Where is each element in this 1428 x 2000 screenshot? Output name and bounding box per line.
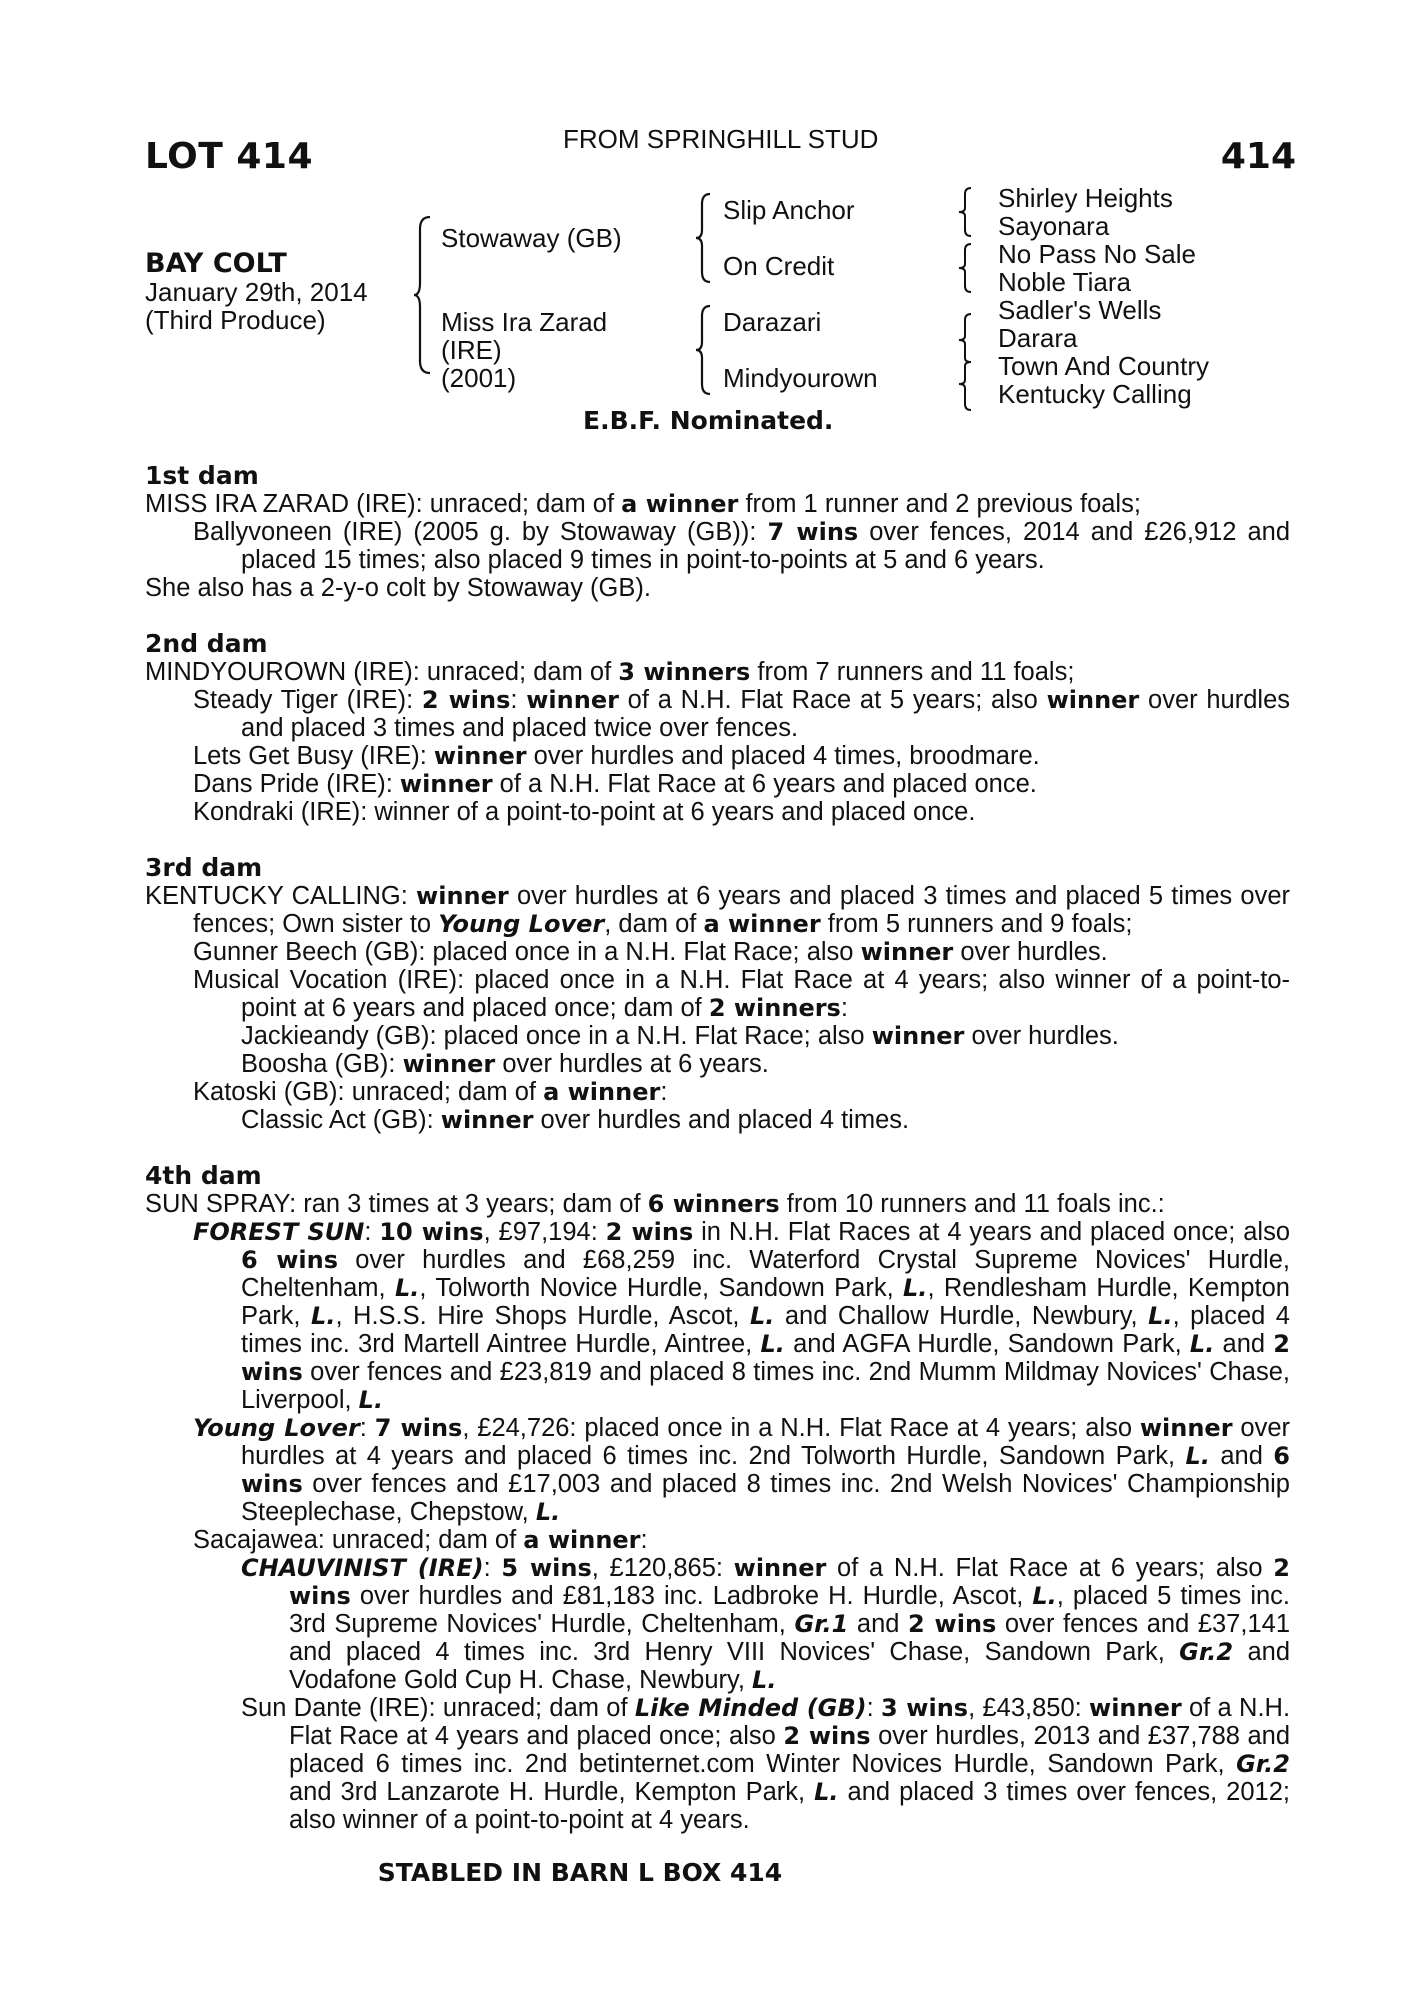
pedigree-g3-7: Town And Country xyxy=(998,351,1210,381)
brace-icon xyxy=(694,192,714,284)
bold-italic-run: L. xyxy=(535,1498,561,1526)
pedigree-g3-3: No Pass No Sale xyxy=(998,239,1196,269)
pedigree-g3-1: Shirley Heights xyxy=(998,183,1173,213)
dam-section xyxy=(145,462,1290,602)
horse-type: BAY COLT xyxy=(145,248,287,279)
text-run: MISS IRA ZARAD (IRE): unraced; dam of xyxy=(145,490,622,518)
pedigree-g3-2: Sayonara xyxy=(998,211,1110,241)
text-run: over fences and £23,819 and placed 8 times inc. 2nd Mumm Mildmay Novices' Chase, Liverpool, xyxy=(241,1358,1290,1414)
bold-italic-run: L. xyxy=(752,1666,777,1694)
pedigree-dam-sire: Darazari xyxy=(723,307,822,337)
bold-italic-run: CHAUVINIST (IRE) xyxy=(241,1554,484,1582)
record-entry xyxy=(145,1414,1290,1526)
pedigree-dam-country: (IRE) xyxy=(441,335,502,365)
text-run: over hurdles at 4 years and placed 6 times inc. 2nd Tolworth Hurdle, Sandown Park, xyxy=(241,1414,1290,1470)
lot-label: LOT 414 xyxy=(145,136,313,177)
text-run: Musical Vocation (IRE): placed once in a N.H. Flat Race at 4 years; also winner of a point-to-point at 6 years and placed once; dam of xyxy=(193,966,1290,1022)
bold-run: 2 wins xyxy=(605,1218,694,1246)
text-run: Jackieandy (GB): placed once in a N.H. Flat Race; also xyxy=(241,1022,872,1050)
pedigree-dam xyxy=(441,308,607,392)
bold-run: a winner xyxy=(523,1526,641,1554)
text-run: from 1 runner and 2 previous foals; xyxy=(738,490,1141,518)
record-entry xyxy=(145,770,1290,798)
pedigree-g3-8: Kentucky Calling xyxy=(998,379,1192,409)
consignor: FROM SPRINGHILL STUD xyxy=(563,124,879,154)
produce-note: (Third Produce) xyxy=(145,305,326,335)
bold-run: 5 wins xyxy=(501,1554,592,1582)
bold-italic-run: L. xyxy=(814,1778,839,1806)
stabling-info: STABLED IN BARN L BOX 414 xyxy=(377,1858,783,1887)
text-run: , placed 4 times inc. 3rd Martell Aintree Hurdle, Aintree, xyxy=(241,1302,1290,1358)
text-run: : xyxy=(840,994,848,1022)
text-run: : xyxy=(364,1218,380,1246)
bold-run: 2 wins xyxy=(421,686,511,714)
record-entry xyxy=(145,518,1290,574)
pedigree-g3-5: Sadler's Wells xyxy=(998,295,1162,325)
record-entry xyxy=(145,686,1290,742)
text-run: : xyxy=(359,1414,375,1442)
text-run: over hurdles and placed 4 times, broodmare. xyxy=(526,742,1040,770)
text-run: : xyxy=(510,686,527,714)
text-run: Boosha (GB): xyxy=(241,1050,403,1078)
text-run: over hurdles, 2013 and £37,788 and placed 6 times inc. 2nd betinternet.com Winter Novices Hurdle, Sandown Park, xyxy=(289,1722,1291,1778)
text-run: SUN SPRAY: ran 3 times at 3 years; dam of xyxy=(145,1190,648,1218)
bold-run: 2 wins xyxy=(289,1554,1290,1610)
bold-run: winner xyxy=(440,1106,534,1134)
text-run: over fences and £17,003 and placed 8 times inc. 2nd Welsh Novices' Championship Steeplechase, Chepstow, xyxy=(241,1470,1290,1526)
text-run: , £24,726: placed once in a N.H. Flat Race at 4 years; also xyxy=(462,1414,1140,1442)
bold-italic-run: Gr.2 xyxy=(1236,1750,1290,1778)
text-run: over hurdles. xyxy=(964,1022,1119,1050)
text-run: and xyxy=(1214,1330,1274,1358)
bold-run: winner xyxy=(433,742,527,770)
text-run: Classic Act (GB): xyxy=(241,1106,441,1134)
text-run: MINDYOUROWN (IRE): unraced; dam of xyxy=(145,658,619,686)
record-entry xyxy=(145,490,1290,518)
bold-italic-run: L. xyxy=(903,1274,928,1302)
section-heading: 3rd dam xyxy=(145,853,263,882)
text-run: and Challow Hurdle, Newbury, xyxy=(774,1302,1149,1330)
pedigree-sire-sire: Slip Anchor xyxy=(723,195,855,225)
record-entry xyxy=(145,966,1290,1022)
bold-run: winner xyxy=(733,1554,827,1582)
text-run: : xyxy=(640,1526,648,1554)
ebf-nomination: E.B.F. Nominated. xyxy=(583,406,834,435)
text-run: Dans Pride (IRE): xyxy=(193,770,400,798)
text-run: , dam of xyxy=(604,910,704,938)
dam-section xyxy=(145,630,1290,826)
pedigree-sire: Stowaway (GB) xyxy=(441,223,622,253)
bold-italic-run: L. xyxy=(1148,1302,1173,1330)
text-run: Gunner Beech (GB): placed once in a N.H. Flat Race; also xyxy=(193,938,861,966)
text-run: and xyxy=(1209,1442,1274,1470)
record-entry xyxy=(145,882,1290,938)
record-entry xyxy=(145,798,1290,826)
pedigree-dam-year: (2001) xyxy=(441,363,517,393)
text-run: over hurdles and £81,183 inc. Ladbroke H. Hurdle, Ascot, xyxy=(350,1582,1033,1610)
bold-run: 3 winners xyxy=(618,658,751,686)
bold-run: 6 wins xyxy=(241,1442,1290,1498)
record-entry xyxy=(145,1694,1290,1834)
bold-run: winner xyxy=(1139,1414,1233,1442)
bold-run: 3 wins xyxy=(881,1694,969,1722)
text-run: Lets Get Busy (IRE): xyxy=(193,742,434,770)
text-run: over hurdles and £68,259 inc. Waterford Crystal Supreme Novices' Hurdle, Cheltenham, xyxy=(241,1246,1290,1302)
bold-italic-run: L. xyxy=(394,1274,420,1302)
bold-run: winner xyxy=(860,938,954,966)
bold-run: winner xyxy=(526,686,619,714)
brace-icon xyxy=(957,312,975,412)
record-entry xyxy=(145,1190,1290,1218)
bold-run: 10 wins xyxy=(379,1218,484,1246)
text-run: Steady Tiger (IRE): xyxy=(193,686,422,714)
pedigree-dam-name: Miss Ira Zarad xyxy=(441,307,608,337)
bold-run: 2 winners xyxy=(708,994,841,1022)
bold-run: winner xyxy=(871,1022,965,1050)
bold-italic-run: L. xyxy=(358,1386,384,1414)
text-run: of a N.H. Flat Race at 4 years and placed once; also xyxy=(289,1694,1291,1750)
text-run: She also has a 2-y-o colt by Stowaway (GB). xyxy=(145,574,651,602)
brace-icon xyxy=(694,304,714,396)
record-entry xyxy=(145,574,1290,602)
text-run: , £120,865: xyxy=(591,1554,734,1582)
text-run: in N.H. Flat Races at 4 years and placed once; also xyxy=(693,1218,1291,1246)
bold-italic-run: Young Lover xyxy=(438,910,605,938)
pedigree-g3-4: Noble Tiara xyxy=(998,267,1131,297)
text-run: and Vodafone Gold Cup H. Chase, Newbury, xyxy=(289,1638,1290,1694)
record-entry xyxy=(145,1050,1290,1078)
pedigree-g3-6: Darara xyxy=(998,323,1078,353)
bold-run: a winner xyxy=(703,910,821,938)
text-run: Kondraki (IRE): winner of a point-to-point at 6 years and placed once. xyxy=(193,798,976,826)
text-run: and xyxy=(848,1610,909,1638)
bold-run: a winner xyxy=(621,490,739,518)
bold-run: winner xyxy=(1046,686,1140,714)
bold-run: winner xyxy=(399,770,493,798)
text-run: KENTUCKY CALLING: xyxy=(145,882,417,910)
bold-run: 6 winners xyxy=(647,1190,780,1218)
text-run: over hurdles at 6 years. xyxy=(495,1050,769,1078)
section-heading: 1st dam xyxy=(145,461,259,490)
text-run: , placed 5 times inc. 3rd Supreme Novices' Hurdle, Cheltenham, xyxy=(289,1582,1290,1638)
bold-italic-run: Young Lover xyxy=(193,1414,360,1442)
record-entry xyxy=(145,1106,1290,1134)
foaling-date: January 29th, 2014 xyxy=(145,277,368,307)
text-run: from 5 runners and 9 foals; xyxy=(820,910,1133,938)
record-entry xyxy=(145,1022,1290,1050)
text-run: over fences, 2014 and £26,912 and placed 15 times; also placed 9 times in point-to-points at 5 and 6 years. xyxy=(241,518,1291,574)
text-run: over fences and £37,141 and placed 4 times inc. 3rd Henry VIII Novices' Chase, Sandown Park, xyxy=(289,1610,1290,1666)
produce-record xyxy=(145,462,1290,1862)
text-run: from 10 runners and 11 foals inc.: xyxy=(779,1190,1165,1218)
brace-icon xyxy=(957,242,975,294)
bold-italic-run: L. xyxy=(1189,1330,1215,1358)
section-heading: 4th dam xyxy=(145,1161,262,1190)
text-run: over hurdles. xyxy=(953,938,1108,966)
bold-italic-run: FOREST SUN xyxy=(193,1218,365,1246)
bold-italic-run: L. xyxy=(760,1330,785,1358)
text-run: and placed 3 times over fences, 2012; also winner of a point-to-point at 4 years. xyxy=(289,1778,1290,1834)
pedigree-dam-dam: Mindyourown xyxy=(723,363,878,393)
bold-italic-run: L. xyxy=(749,1302,775,1330)
text-run: of a N.H. Flat Race at 6 years; also xyxy=(826,1554,1274,1582)
text-run: : xyxy=(660,1078,668,1106)
text-run: Sun Dante (IRE): unraced; dam of xyxy=(241,1694,635,1722)
record-entry xyxy=(145,1078,1290,1106)
brace-icon xyxy=(957,186,975,238)
bold-run: winner xyxy=(416,882,509,910)
text-run: of a N.H. Flat Race at 5 years; also xyxy=(618,686,1047,714)
bold-run: 2 wins xyxy=(241,1330,1290,1386)
bold-run: 7 wins xyxy=(767,518,859,546)
text-run: from 7 runners and 11 foals; xyxy=(750,658,1075,686)
bold-run: winner xyxy=(1089,1694,1182,1722)
text-run: , £43,850: xyxy=(968,1694,1090,1722)
text-run: over hurdles and placed 3 times and placed twice over fences. xyxy=(241,686,1291,742)
text-run: and AGFA Hurdle, Sandown Park, xyxy=(784,1330,1190,1358)
text-run: Katoski (GB): unraced; dam of xyxy=(193,1078,544,1106)
bold-italic-run: Gr.2 xyxy=(1179,1638,1234,1666)
bold-italic-run: Gr.1 xyxy=(794,1610,849,1638)
bold-italic-run: L. xyxy=(311,1302,336,1330)
text-run: over hurdles at 6 years and placed 3 times and placed 5 times over fences; Own sister to xyxy=(193,882,1290,938)
text-run: , Rendlesham Hurdle, Kempton Park, xyxy=(241,1274,1290,1330)
dam-section xyxy=(145,854,1290,1134)
bold-run: 7 wins xyxy=(374,1414,463,1442)
text-run: Ballyvoneen (IRE) (2005 g. by Stowaway (GB)): xyxy=(193,518,768,546)
text-run: : xyxy=(866,1694,882,1722)
bold-run: 6 wins xyxy=(241,1246,339,1274)
bold-run: 2 wins xyxy=(908,1610,997,1638)
section-heading: 2nd dam xyxy=(145,629,268,658)
record-entry xyxy=(145,658,1290,686)
text-run: , £97,194: xyxy=(483,1218,606,1246)
horse-info xyxy=(145,250,368,334)
bold-run: winner xyxy=(402,1050,496,1078)
record-entry xyxy=(145,742,1290,770)
pedigree-sire-dam: On Credit xyxy=(723,251,835,281)
bold-italic-run: Like Minded (GB) xyxy=(634,1694,867,1722)
record-entry xyxy=(145,1218,1290,1414)
record-entry xyxy=(145,1526,1290,1554)
text-run: , H.S.S. Hire Shops Hurdle, Ascot, xyxy=(335,1302,750,1330)
record-entry xyxy=(145,938,1290,966)
lot-number-right: 414 xyxy=(1220,136,1296,177)
bold-run: a winner xyxy=(543,1078,661,1106)
text-run: of a N.H. Flat Race at 6 years and placed once. xyxy=(492,770,1037,798)
text-run: and 3rd Lanzarote H. Hurdle, Kempton Park, xyxy=(289,1778,815,1806)
brace-icon xyxy=(412,215,434,375)
text-run: Sacajawea: unraced; dam of xyxy=(193,1526,524,1554)
text-run: : xyxy=(483,1554,502,1582)
bold-run: 2 wins xyxy=(783,1722,871,1750)
bold-italic-run: L. xyxy=(1032,1582,1057,1610)
text-run: , Tolworth Novice Hurdle, Sandown Park, xyxy=(419,1274,904,1302)
record-entry xyxy=(145,1554,1290,1694)
dam-section xyxy=(145,1162,1290,1834)
text-run: over hurdles and placed 4 times. xyxy=(533,1106,910,1134)
bold-italic-run: L. xyxy=(1185,1442,1210,1470)
